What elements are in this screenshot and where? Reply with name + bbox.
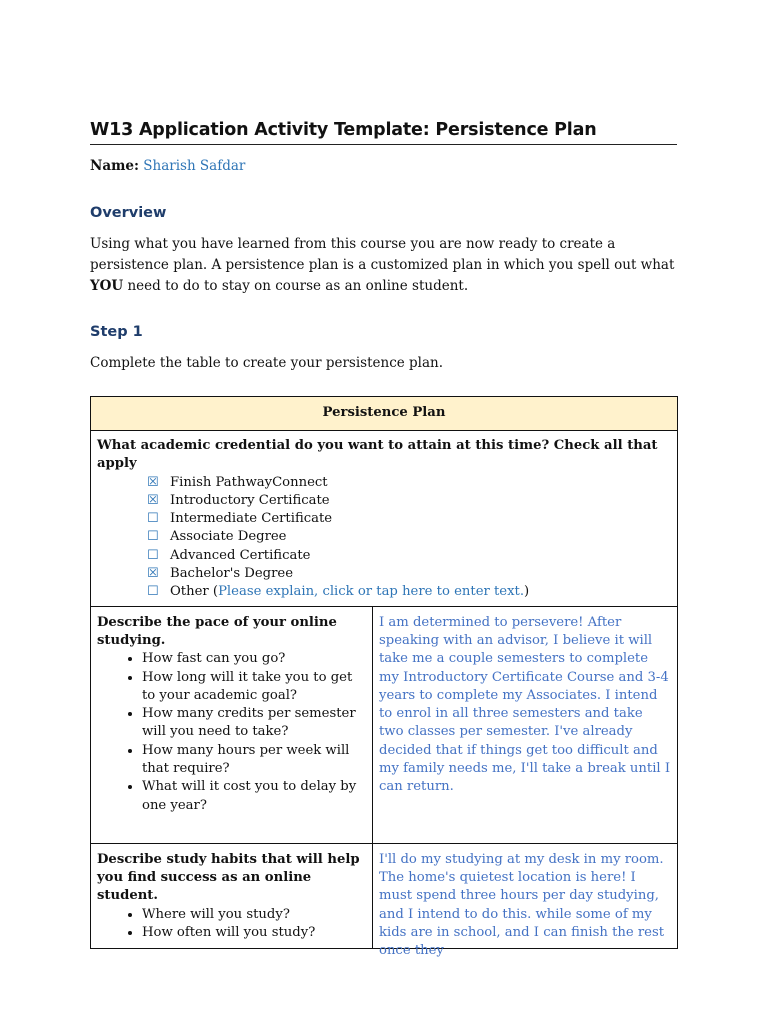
overview-text-bold: YOU — [90, 278, 124, 294]
list-item: • How many hours per week will that require? — [142, 742, 366, 779]
checkbox-unchecked-icon[interactable]: ☐ — [147, 511, 159, 527]
list-item: • How fast can you go? — [142, 650, 366, 668]
overview-text-2: need to do to stay on course as an online student. — [123, 278, 469, 294]
credential-item — [147, 474, 671, 492]
other-close-paren: ) — [524, 584, 530, 600]
checkbox-checked-icon[interactable]: ☒ — [147, 492, 159, 508]
credential-item-other — [147, 583, 671, 601]
habits-answer-cell — [373, 843, 678, 959]
credential-list — [97, 474, 671, 602]
checkbox-unchecked-icon[interactable]: ☐ — [147, 584, 159, 600]
overview-paragraph — [90, 234, 680, 297]
checkbox-checked-icon[interactable]: ☒ — [147, 566, 159, 582]
habits-bullets — [97, 906, 366, 943]
list-item: • How many credits per semester will you need to take? — [142, 705, 366, 742]
habits-question-cell — [91, 843, 373, 948]
credential-item — [147, 510, 671, 528]
pace-question-cell — [91, 606, 373, 843]
credential-label: Finish PathwayConnect — [170, 474, 328, 490]
credential-item — [147, 565, 671, 583]
other-text-field[interactable]: Please explain, click or tap here to enter text. — [218, 584, 525, 600]
credential-label: Intermediate Certificate — [170, 511, 333, 527]
checkbox-unchecked-icon[interactable]: ☐ — [147, 529, 159, 545]
persistence-plan-table — [90, 396, 678, 959]
credential-label: Bachelor's Degree — [170, 566, 294, 582]
name-line — [90, 158, 245, 174]
list-item: • Where will you study? — [142, 906, 366, 924]
credential-label: Introductory Certificate — [170, 492, 330, 508]
credential-label: Associate Degree — [170, 529, 287, 545]
name-value[interactable]: Sharish Safdar — [143, 158, 246, 174]
list-item: • What will it cost you to delay by one year? — [142, 778, 366, 815]
document-title: W13 Application Activity Template: Persistence Plan — [90, 120, 677, 145]
other-label: Other ( — [170, 584, 219, 600]
habits-answer-field[interactable]: I'll do my studying at my desk in my room. The home's quietest location is here! I must spend three hours per day studying, and I intend to do this. while some of my kids are in school, and I can finish the rest once they — [379, 851, 665, 959]
credential-cell — [91, 431, 678, 607]
pace-bullets — [97, 650, 366, 815]
credential-question: What academic credential do you want to attain at this time? Check all that apply — [97, 438, 658, 472]
name-label: Name: — [90, 158, 139, 174]
pace-answer-field[interactable]: I am determined to persevere! After speaking with an advisor, I believe it will take me a couple semesters to complete my Introductory Certificate Course and 3-4 years to complete my Associates. I intend to enrol in all three semesters and take two classes per semester. I've already decided that if things get too difficult and my family needs me, I'll take a break until I can return. — [373, 606, 678, 843]
checkbox-unchecked-icon[interactable]: ☐ — [147, 547, 159, 563]
pace-question: Describe the pace of your online studying. — [97, 614, 337, 648]
overview-heading: Overview — [90, 205, 167, 221]
habits-question: Describe study habits that will help you find success as an online student. — [97, 851, 360, 904]
step-heading: Step 1 — [90, 324, 143, 340]
credential-item — [147, 547, 671, 565]
checkbox-checked-icon[interactable]: ☒ — [147, 474, 159, 490]
table-header: Persistence Plan — [91, 397, 678, 431]
credential-item — [147, 528, 671, 546]
overview-text-1: Using what you have learned from this course you are now ready to create a persistence plan. A persistence plan is a customized plan in which you spell out what — [90, 236, 675, 273]
step-paragraph: Complete the table to create your persistence plan. — [90, 355, 444, 371]
list-item: • How long will it take you to get to your academic goal? — [142, 669, 366, 706]
credential-item — [147, 492, 671, 510]
list-item: • How often will you study? — [142, 924, 366, 942]
credential-label: Advanced Certificate — [170, 547, 311, 563]
